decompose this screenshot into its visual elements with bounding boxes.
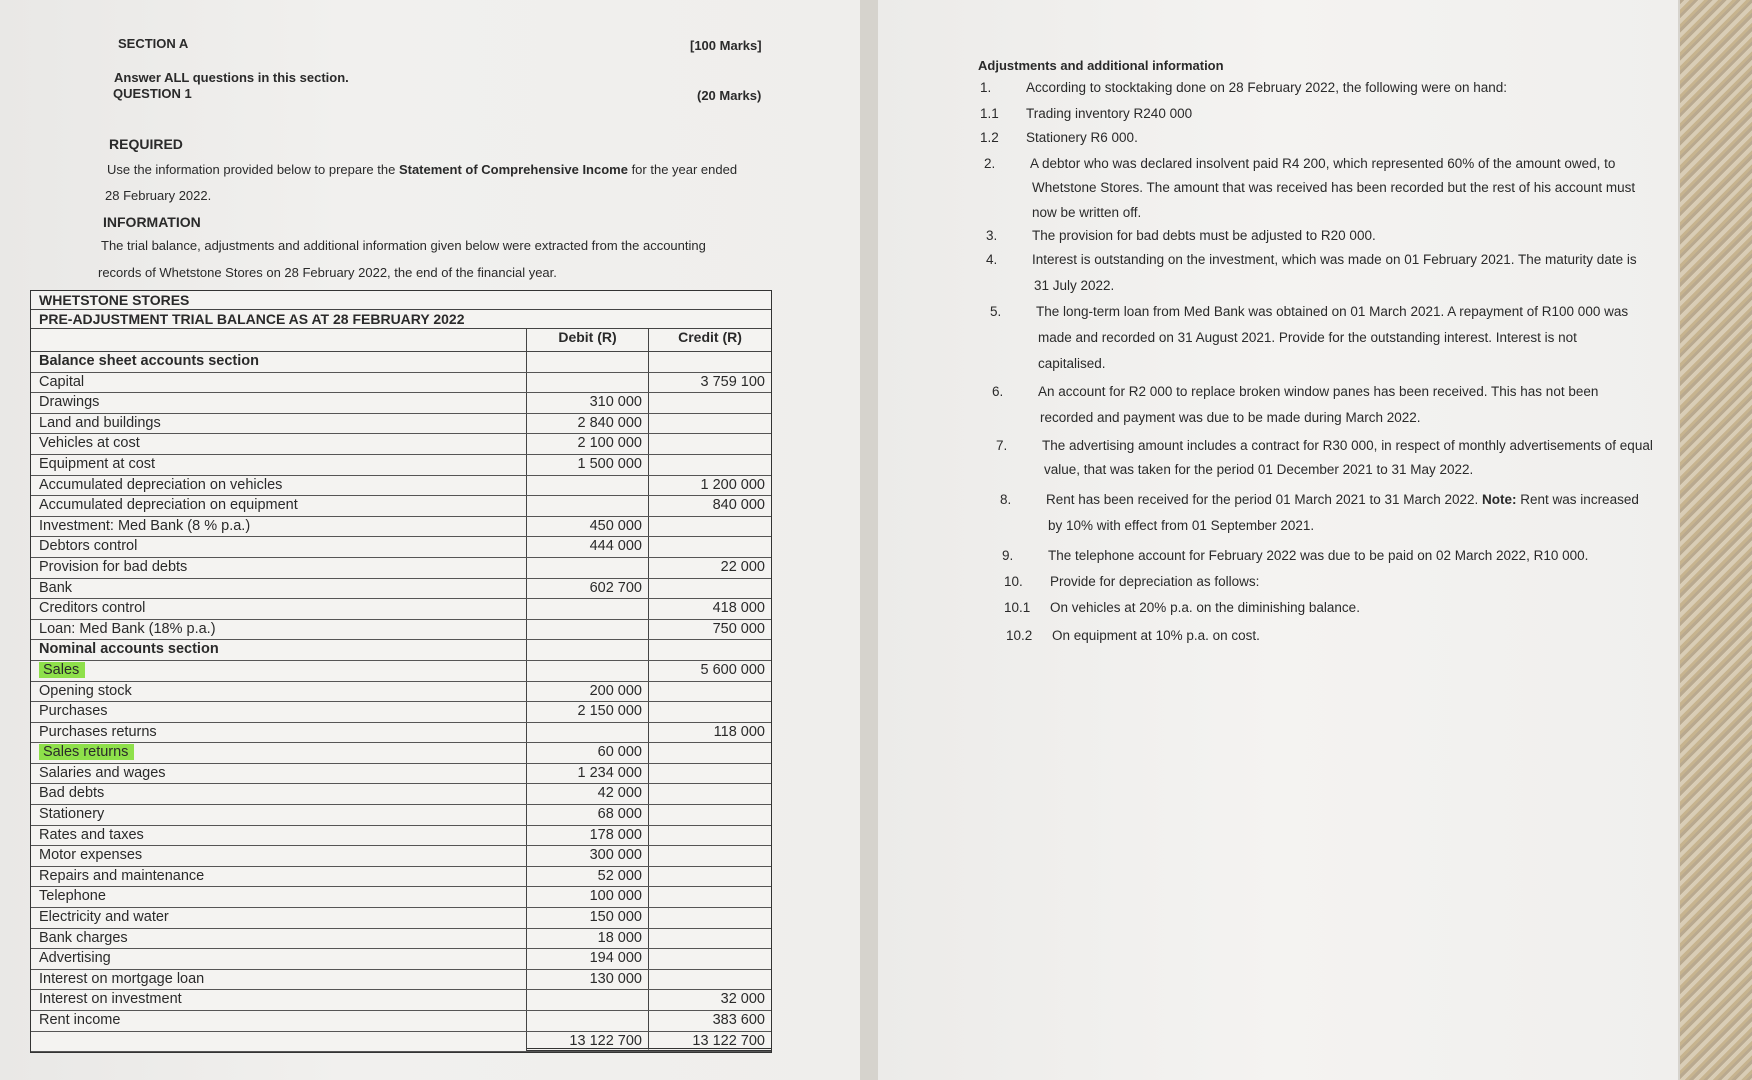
adjustment-text-part: Note: <box>1482 492 1517 507</box>
table-row <box>31 579 771 600</box>
adjustment-text-line: value, that was taken for the period 01 December 2021 to 31 May 2022. <box>1044 462 1474 477</box>
credit-amount <box>649 517 771 537</box>
adjustment-text-line: recorded and payment was due to be made during March 2022. <box>1040 410 1421 425</box>
account-name: Nominal accounts section <box>31 640 527 660</box>
table-row <box>31 414 771 435</box>
table-row <box>31 743 771 764</box>
account-name: Accumulated depreciation on vehicles <box>31 476 527 496</box>
table-row <box>31 784 771 805</box>
account-name: Capital <box>31 373 527 393</box>
question-heading: QUESTION 1 <box>113 86 192 101</box>
account-name: Interest on investment <box>31 990 527 1010</box>
adjustment-text-line: On vehicles at 20% p.a. on the diminishing balance. <box>1050 600 1360 615</box>
debit-amount: 200 000 <box>527 682 649 702</box>
adjustment-text-line: The advertising amount includes a contract for R30 000, in respect of monthly advertisements of equal <box>1042 438 1653 453</box>
table-row <box>31 496 771 517</box>
adjustment-text-line <box>1046 492 1639 507</box>
table-row <box>31 764 771 785</box>
required-text-line1 <box>107 162 737 177</box>
credit-amount <box>649 929 771 949</box>
debit-column-header: Debit (R) <box>527 329 649 351</box>
debit-amount <box>527 352 649 372</box>
adjustment-text-line: 31 July 2022. <box>1034 278 1115 293</box>
credit-amount <box>649 949 771 969</box>
adjustment-text-line: Stationery R6 000. <box>1026 130 1138 145</box>
table-row <box>31 887 771 908</box>
credit-amount <box>649 640 771 660</box>
adjustment-text-line: Trading inventory R240 000 <box>1026 106 1193 121</box>
debit-amount: 150 000 <box>527 908 649 928</box>
adjustment-text-line: Interest is outstanding on the investment, which was made on 01 February 2021. The maturity date is <box>1032 252 1637 267</box>
table-row <box>31 723 771 744</box>
adjustment-text-line: Provide for depreciation as follows: <box>1050 574 1260 589</box>
credit-amount <box>649 414 771 434</box>
table-body <box>31 352 771 1052</box>
account-name: Vehicles at cost <box>31 434 527 454</box>
table-row <box>31 537 771 558</box>
table-row <box>31 826 771 847</box>
credit-amount <box>649 537 771 557</box>
adjustment-text-line: The telephone account for February 2022 was due to be paid on 02 March 2022, R10 000. <box>1048 548 1589 563</box>
debit-amount <box>527 723 649 743</box>
debit-amount: 60 000 <box>527 743 649 763</box>
adjustment-text-line: capitalised. <box>1038 356 1106 371</box>
credit-amount <box>649 826 771 846</box>
credit-amount: 1 200 000 <box>700 476 765 493</box>
account-name: Bank <box>31 579 527 599</box>
debit-amount: 194 000 <box>527 949 649 969</box>
table-column-headers <box>31 329 771 352</box>
credit-amount <box>649 455 771 475</box>
table-row <box>31 517 771 538</box>
table-row <box>31 990 771 1011</box>
account-name: Debtors control <box>31 537 527 557</box>
credit-amount <box>649 579 771 599</box>
table-row <box>31 476 771 497</box>
account-name: Rent income <box>31 1011 527 1031</box>
required-text-line2: 28 February 2022. <box>105 188 212 203</box>
table-row <box>31 929 771 950</box>
account-name: Loan: Med Bank (18% p.a.) <box>31 620 527 640</box>
debit-amount <box>527 620 649 640</box>
credit-amount: 383 600 <box>712 1012 765 1028</box>
debit-amount: 1 500 000 <box>527 455 649 475</box>
account-name: Rates and taxes <box>31 826 527 846</box>
adjustment-number: 9. <box>1002 548 1014 563</box>
credit-column-header: Credit (R) <box>678 329 742 345</box>
debit-amount: 2 150 000 <box>527 702 649 722</box>
debit-amount <box>527 476 649 496</box>
adjustment-text-line: The long-term loan from Med Bank was obtained on 01 March 2021. A repayment of R100 000 was <box>1036 304 1629 319</box>
debit-amount: 310 000 <box>527 393 649 413</box>
adjustment-text-line: A debtor who was declared insolvent paid R4 200, which represented 60% of the amount owed, to <box>1030 156 1616 171</box>
table-row <box>31 558 771 579</box>
credit-amount: 32 000 <box>720 991 765 1008</box>
section-marks: [100 Marks] <box>690 38 762 53</box>
information-text-line2: records of Whetstone Stores on 28 February 2022, the end of the financial year. <box>98 265 557 280</box>
adjustment-text-line: made and recorded on 31 August 2021. Provide for the outstanding interest. Interest is not <box>1038 330 1577 345</box>
information-heading: INFORMATION <box>103 214 201 230</box>
debit-amount: 2 840 000 <box>527 414 649 434</box>
account-name: Drawings <box>31 393 527 413</box>
adjustment-text-line: An account for R2 000 to replace broken window panes has been received. This has not been <box>1038 384 1599 399</box>
credit-amount <box>649 970 771 990</box>
account-name: Repairs and maintenance <box>31 867 527 887</box>
account-name: Creditors control <box>31 599 527 619</box>
debit-amount: 1 234 000 <box>527 764 649 784</box>
credit-amount: 3 759 100 <box>700 373 765 390</box>
adjustment-number: 8. <box>1000 492 1012 507</box>
debit-amount <box>527 640 649 660</box>
account-name: Bank charges <box>31 929 527 949</box>
credit-amount <box>649 743 771 763</box>
credit-amount: 418 000 <box>712 600 765 617</box>
account-name: Purchases <box>31 702 527 722</box>
credit-amount: 118 000 <box>713 723 765 740</box>
debit-amount <box>527 373 649 393</box>
debit-amount <box>527 599 649 619</box>
account-name: Equipment at cost <box>31 455 527 475</box>
account-name: Accumulated depreciation on equipment <box>31 496 527 516</box>
required-text-part: Use the information provided below to prepare the <box>107 162 399 177</box>
debit-amount <box>527 990 649 1010</box>
debit-amount: 130 000 <box>527 970 649 990</box>
credit-amount: 5 600 000 <box>700 661 765 678</box>
adjustment-text-line: by 10% with effect from 01 September 2021. <box>1048 518 1315 533</box>
table-row <box>31 970 771 991</box>
account-name <box>31 1032 527 1052</box>
account-name: Motor expenses <box>31 846 527 866</box>
adjustment-number: 3. <box>986 228 998 243</box>
account-name: Electricity and water <box>31 908 527 928</box>
adjustment-number: 10. <box>1004 574 1023 589</box>
table-row <box>31 455 771 476</box>
adjustment-number: 1.1 <box>980 106 999 121</box>
debit-amount <box>527 1011 649 1031</box>
debit-amount: 13 122 700 <box>527 1032 649 1052</box>
adjustment-number: 7. <box>996 438 1008 453</box>
adjustment-text-part: Rent was increased <box>1516 492 1639 507</box>
adjustment-number: 6. <box>992 384 1004 399</box>
debit-amount: 444 000 <box>527 537 649 557</box>
adjustment-number: 1.2 <box>980 130 999 145</box>
section-heading: SECTION A <box>118 36 189 51</box>
table-row <box>31 373 771 394</box>
debit-amount: 68 000 <box>527 805 649 825</box>
account-name: Balance sheet accounts section <box>31 352 527 372</box>
account-name: Provision for bad debts <box>31 558 527 578</box>
table-row <box>31 1011 771 1032</box>
account-name: Land and buildings <box>31 414 527 434</box>
question-marks: (20 Marks) <box>697 88 762 103</box>
adjustment-text-line: On equipment at 10% p.a. on cost. <box>1052 628 1260 643</box>
table-row <box>31 620 771 641</box>
adjustment-number: 1. <box>980 80 992 95</box>
debit-amount: 2 100 000 <box>527 434 649 454</box>
table-row <box>31 949 771 970</box>
adjustment-number: 4. <box>986 252 998 267</box>
table-row <box>31 599 771 620</box>
table-row <box>31 908 771 929</box>
debit-amount <box>527 661 649 681</box>
account-name: Stationery <box>31 805 527 825</box>
debit-amount: 602 700 <box>527 579 649 599</box>
account-name: Opening stock <box>31 682 527 702</box>
instruction-text: Answer ALL questions in this section. <box>114 70 349 85</box>
table-row <box>31 393 771 414</box>
credit-amount: 13 122 700 <box>649 1032 771 1052</box>
name-column-header <box>31 329 527 351</box>
adjustment-number: 2. <box>984 156 996 171</box>
table-row <box>31 846 771 867</box>
adjustment-text-line: The provision for bad debts must be adjusted to R20 000. <box>1032 228 1376 243</box>
highlighted-account-name: Sales <box>39 662 85 678</box>
account-name: Telephone <box>31 887 527 907</box>
debit-amount: 42 000 <box>527 784 649 804</box>
information-text-line1: The trial balance, adjustments and additional information given below were extracted from the accounting <box>101 238 706 253</box>
adjustment-number: 5. <box>990 304 1002 319</box>
credit-amount <box>649 887 771 907</box>
debit-amount <box>527 558 649 578</box>
account-name: Advertising <box>31 949 527 969</box>
required-heading: REQUIRED <box>109 136 183 152</box>
credit-amount <box>649 867 771 887</box>
account-name <box>31 743 527 763</box>
table-row <box>31 682 771 703</box>
credit-amount <box>649 805 771 825</box>
adjustment-number: 10.1 <box>1004 600 1031 615</box>
background-fabric <box>1680 0 1752 1080</box>
table-row <box>31 805 771 826</box>
left-page <box>0 0 860 1080</box>
adjustment-text-line: Whetstone Stores. The amount that was received has been recorded but the rest of his account must <box>1032 180 1636 195</box>
table-row <box>31 434 771 455</box>
credit-amount: 22 000 <box>720 558 765 575</box>
account-name: Purchases returns <box>31 723 527 743</box>
account-name: Interest on mortgage loan <box>31 970 527 990</box>
trial-balance-table <box>30 290 772 1053</box>
credit-amount <box>649 764 771 784</box>
debit-amount: 100 000 <box>527 887 649 907</box>
credit-amount <box>649 352 771 372</box>
totals-row <box>31 1032 771 1053</box>
debit-amount: 178 000 <box>527 826 649 846</box>
adjustment-text-line: According to stocktaking done on 28 February 2022, the following were on hand: <box>1026 80 1508 95</box>
table-company-name: WHETSTONE STORES <box>31 291 771 310</box>
credit-amount <box>649 434 771 454</box>
debit-amount <box>527 496 649 516</box>
account-name <box>31 661 527 681</box>
credit-amount: 750 000 <box>712 620 765 637</box>
section-row <box>31 640 771 661</box>
credit-amount <box>649 784 771 804</box>
table-row <box>31 661 771 682</box>
section-row <box>31 352 771 373</box>
table-row <box>31 867 771 888</box>
highlighted-account-name: Sales returns <box>39 744 134 760</box>
debit-amount: 300 000 <box>527 846 649 866</box>
debit-amount: 450 000 <box>527 517 649 537</box>
adjustment-number: 10.2 <box>1006 628 1033 643</box>
adjustment-text-line: now be written off. <box>1032 205 1142 220</box>
account-name: Salaries and wages <box>31 764 527 784</box>
debit-amount: 18 000 <box>527 929 649 949</box>
account-name: Investment: Med Bank (8 % p.a.) <box>31 517 527 537</box>
adjustments-heading: Adjustments and additional information <box>978 58 1224 73</box>
credit-amount <box>649 846 771 866</box>
debit-amount: 52 000 <box>527 867 649 887</box>
required-text-part: for the year ended <box>627 162 738 177</box>
table-row <box>31 702 771 723</box>
credit-amount <box>649 393 771 413</box>
adjustment-text-part: Rent has been received for the period 01 March 2021 to 31 March 2022. <box>1046 492 1483 507</box>
credit-amount: 840 000 <box>712 497 765 514</box>
credit-amount <box>649 702 771 722</box>
right-page <box>878 0 1678 1080</box>
statement-title: Statement of Comprehensive Income <box>398 162 628 177</box>
account-name: Bad debts <box>31 784 527 804</box>
table-title: PRE-ADJUSTMENT TRIAL BALANCE AS AT 28 FEBRUARY 2022 <box>31 310 771 329</box>
credit-amount <box>649 682 771 702</box>
credit-amount <box>649 908 771 928</box>
